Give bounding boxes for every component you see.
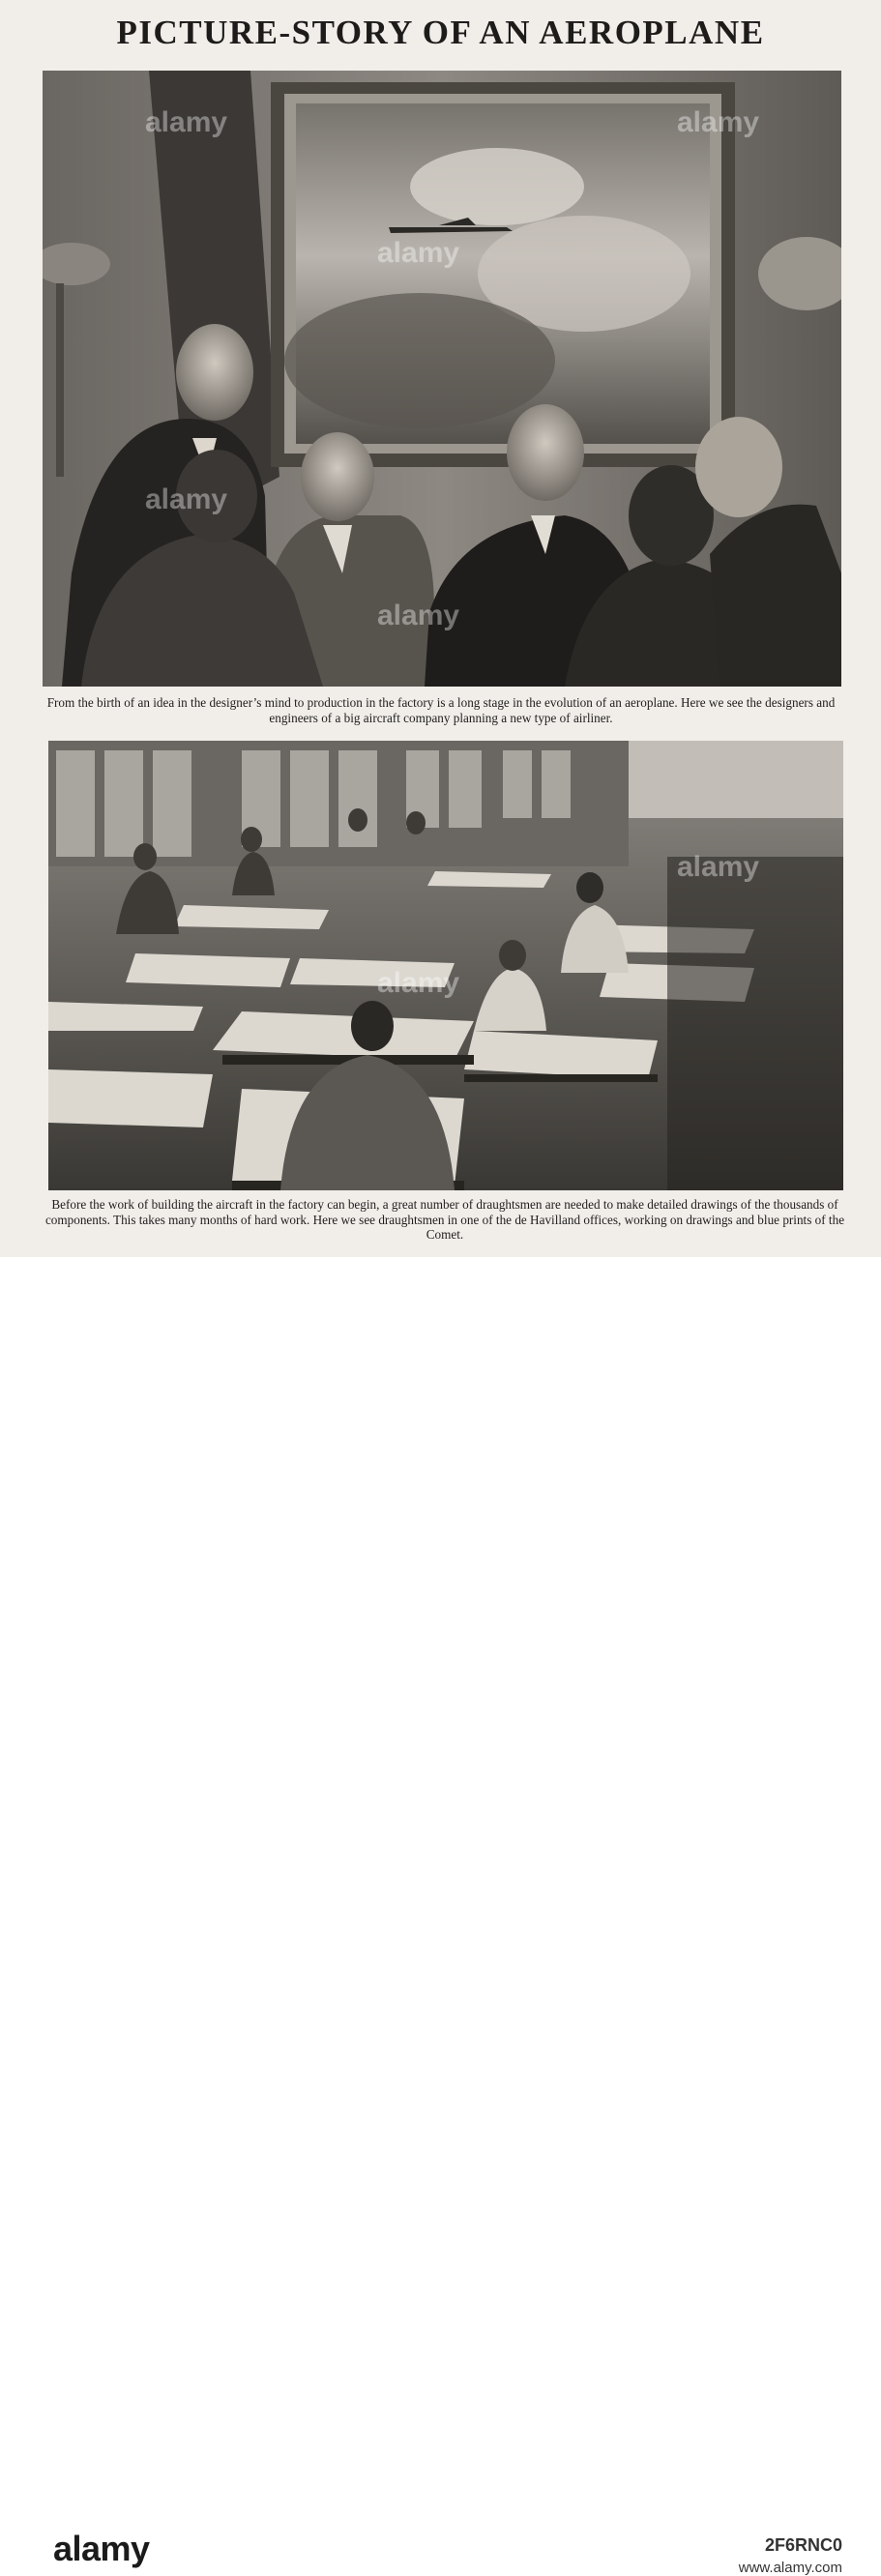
photo-caption-draughtsmen: Before the work of building the aircraft in the factory can begin, a great number of draughtsmen are needed to make detailed drawings of the thousands of components. This takes many months of hard work. Here we see draughtsmen in one of the de Havilland offices, working on drawings and blue prints of the Comet. <box>44 1197 845 1242</box>
watermark-text: alamy <box>377 600 460 631</box>
watermark-text: alamy <box>677 851 760 883</box>
photo-drawing-office <box>48 741 843 1190</box>
magazine-page <box>0 0 881 1257</box>
stock-meta <box>739 2535 842 2576</box>
stock-image-id: 2F6RNC0 <box>764 2535 842 2555</box>
stock-footer <box>0 1257 881 2576</box>
stock-logo: alamy <box>53 2529 150 2568</box>
watermark-text: alamy <box>145 106 228 138</box>
page-title: PICTURE-STORY OF AN AEROPLANE <box>116 14 765 51</box>
watermark-text: alamy <box>377 237 460 269</box>
photo-caption-designers: From the birth of an idea in the designer’s mind to production in the factory is a long stage in the evolution of an aeroplane. Here we see the designers and engineers of a big aircraft company planning a new type of airliner. <box>46 695 836 725</box>
watermark-text: alamy <box>145 483 228 515</box>
watermark-text: alamy <box>677 106 760 138</box>
stock-site-url: www.alamy.com <box>738 2560 842 2576</box>
photo-designers-meeting <box>43 71 841 687</box>
designers-meeting-illustration <box>43 71 841 687</box>
drawing-office-illustration <box>48 741 843 1190</box>
watermark-text: alamy <box>377 967 460 999</box>
